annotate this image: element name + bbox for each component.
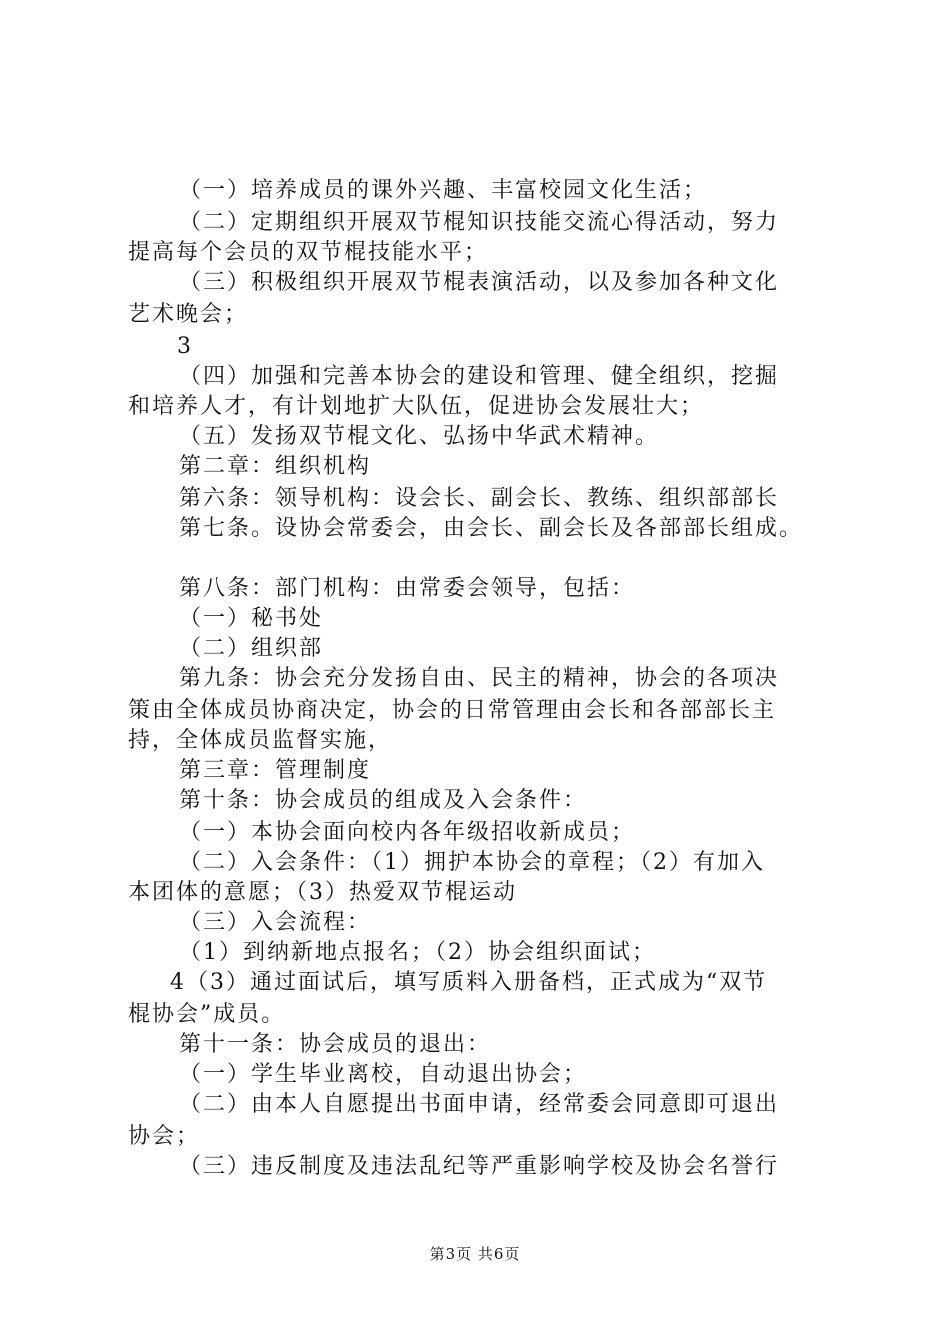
- text-line: 协会；: [128, 1124, 201, 1149]
- text-line: 棍协会”成员。: [128, 1002, 286, 1027]
- text-line: 策由全体成员协商决定，协会的日常管理由会长和各部部长主: [128, 698, 777, 723]
- text-line: （二）组织部: [179, 636, 324, 661]
- text-line: 第十一条：协会成员的退出：: [179, 1032, 492, 1057]
- text-line: （一）秘书处: [179, 606, 324, 631]
- text-line: 持，全体成员监督实施，: [128, 728, 393, 753]
- text-line: 提高每个会员的双节棍技能水平；: [128, 240, 489, 265]
- text-line: （四）加强和完善本协会的建设和管理、健全组织，挖掘: [179, 364, 780, 389]
- text-line: （一）培养成员的课外兴趣、丰富校园文化生活；: [179, 178, 708, 203]
- text-line: 本团体的意愿；（3）热爱双节棍运动: [128, 880, 517, 905]
- text-line: （三）入会流程：: [179, 910, 372, 935]
- text-line: 第九条：协会充分发扬自由、民主的精神，协会的各项决: [179, 666, 780, 691]
- text-line: 第六条：领导机构：设会长、副会长、教练、组织部部长: [179, 486, 780, 511]
- text-line: （二）由本人自愿提出书面申请，经常委会同意即可退出: [179, 1092, 780, 1117]
- text-line: （五）发扬双节棍文化、弘扬中华武术精神。: [179, 424, 660, 449]
- text-line: （三）违反制度及违法乱纪等严重影响学校及协会名誉行: [179, 1154, 780, 1179]
- page-marker: 3: [177, 334, 193, 359]
- text-line: 艺术晚会；: [128, 302, 249, 327]
- text-line: 4（3）通过面试后，填写质料入册备档，正式成为“双节: [170, 970, 768, 995]
- text-line: （二）定期组织开展双节棍知识技能交流心得活动，努力: [179, 210, 780, 235]
- text-line: （三）积极组织开展双节棍表演活动，以及参加各种文化: [179, 270, 780, 295]
- text-line: 第十条：协会成员的组成及入会条件：: [179, 788, 588, 813]
- text-line: （一）学生毕业离校，自动退出协会；: [179, 1062, 588, 1087]
- text-line: 第七条。设协会常委会，由会长、副会长及各部部长组成。: [179, 516, 804, 541]
- text-line: （1）到纳新地点报名；（2）协会组织面试；: [179, 940, 656, 965]
- chapter-heading: 第三章：管理制度: [179, 758, 372, 783]
- text-line: 和培养人才，有计划地扩大队伍，促进协会发展壮大；: [128, 394, 705, 419]
- chapter-heading: 第二章：组织机构: [179, 454, 372, 479]
- page-footer: 第3页 共6页: [429, 1245, 521, 1263]
- text-line: （一）本协会面向校内各年级招收新成员；: [179, 820, 636, 845]
- text-line: （二）入会条件：（1）拥护本协会的章程；（2）有加入: [179, 850, 765, 875]
- text-line: 第八条：部门机构：由常委会领导，包括：: [179, 576, 636, 601]
